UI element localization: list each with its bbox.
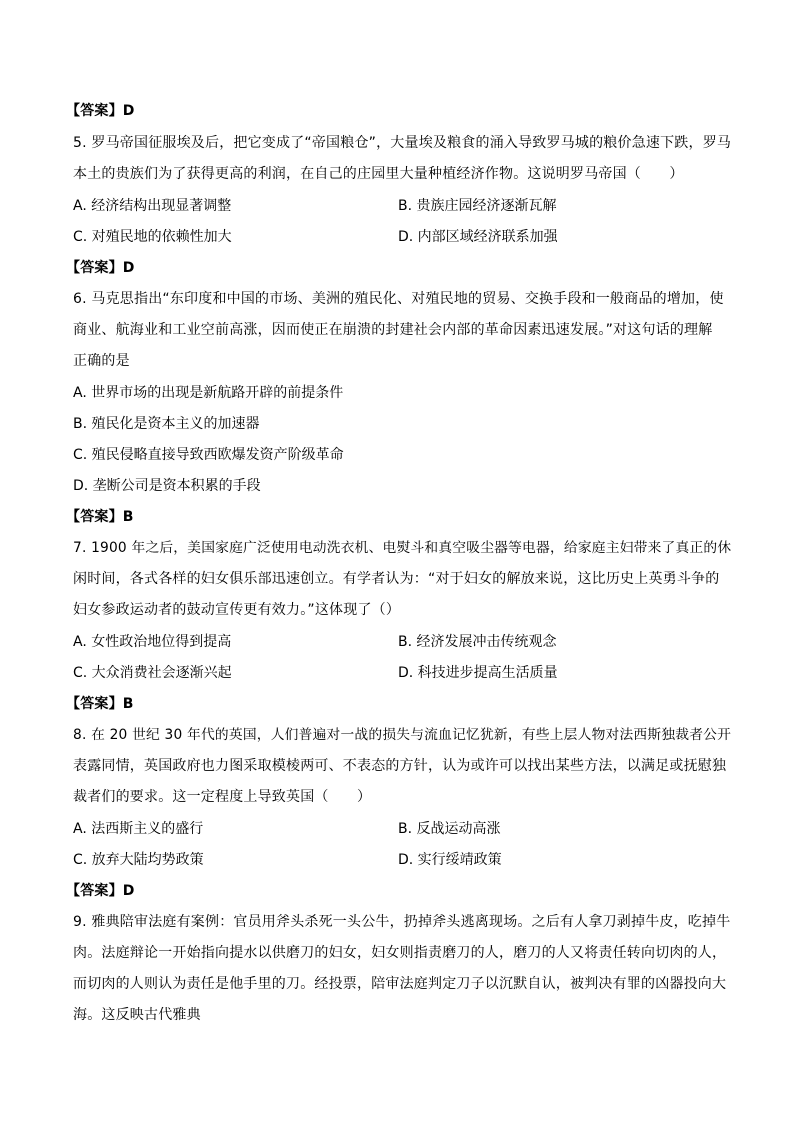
question-5-option-b: B. 贵族庄园经济逐渐瓦解 [398, 198, 557, 214]
question-6-line-3: 正确的是 [73, 353, 130, 369]
question-8-option-d: D. 实行绥靖政策 [398, 852, 502, 868]
question-8-option-b: B. 反战运动高涨 [398, 821, 501, 837]
question-6-option-d: D. 垄断公司是资本积累的手段 [73, 478, 261, 494]
question-6-option-a: A. 世界市场的出现是新航路开辟的前提条件 [73, 385, 344, 401]
question-9-line-4: 海。这反映古代雅典 [73, 1007, 201, 1023]
question-6-option-c: C. 殖民侵略直接导致西欧爆发资产阶级革命 [73, 447, 344, 463]
question-7-option-d: D. 科技进步提高生活质量 [398, 665, 558, 681]
question-7-option-b: B. 经济发展冲击传统观念 [398, 634, 557, 650]
question-5-option-c: C. 对殖民地的依赖性加大 [73, 229, 232, 245]
question-5-option-a: A. 经济结构出现显著调整 [73, 198, 232, 214]
question-6-line-1: 6. 马克思指出“东印度和中国的市场、美洲的殖民化、对殖民地的贸易、交换手段和一般商品的增加，使 [73, 291, 724, 307]
answer-q4: 【答案】D [66, 103, 135, 119]
answer-q7: 【答案】B [66, 696, 134, 712]
question-8-option-c: C. 放弃大陆均势政策 [73, 852, 204, 868]
question-8-line-2: 表露同情，英国政府也力图采取模棱两可、不表态的方针，认为或许可以找出某些方法，以满足或抚慰独 [73, 758, 727, 774]
question-8-line-3: 裁者们的要求。这一定程度上导致英国（ ） [73, 789, 372, 805]
question-5-option-d: D. 内部区域经济联系加强 [398, 229, 558, 245]
answer-q5: 【答案】D [66, 260, 135, 276]
question-8-line-1: 8. 在 20 世纪 30 年代的英国，人们普遍对一战的损失与流血记忆犹新，有些上层人物对法西斯独裁者公开 [73, 727, 732, 743]
question-6-option-b: B. 殖民化是资本主义的加速器 [73, 416, 260, 432]
question-7-line-3: 妇女参政运动者的鼓动宣传更有效力。”这体现了（） [73, 602, 401, 618]
answer-q6: 【答案】B [66, 509, 134, 525]
question-5-line-2: 本土的贵族们为了获得更高的利润，在自己的庄园里大量种植经济作物。这说明罗马帝国（ ） [73, 166, 684, 182]
question-7-option-a: A. 女性政治地位得到提高 [73, 634, 232, 650]
question-5-line-1: 5. 罗马帝国征服埃及后，把它变成了“帝国粮仓”，大量埃及粮食的涌入导致罗马城的粮价急速下跌，罗马 [73, 135, 732, 151]
question-7-line-1: 7. 1900 年之后，美国家庭广泛使用电动洗衣机、电熨斗和真空吸尘器等电器，给家庭主妇带来了真正的休 [73, 540, 732, 556]
answer-q8: 【答案】D [66, 883, 135, 899]
question-8-option-a: A. 法西斯主义的盛行 [73, 821, 204, 837]
question-9-line-1: 9. 雅典陪审法庭有案例：官员用斧头杀死一头公牛，扔掉斧头逃离现场。之后有人拿刀剥掉牛皮，吃掉牛 [73, 914, 731, 930]
question-7-option-c: C. 大众消费社会逐渐兴起 [73, 665, 232, 681]
question-9-line-3: 而切肉的人则认为责任是他手里的刀。经投票，陪审法庭判定刀子以沉默自认，被判决有罪的凶器投向大 [73, 976, 727, 992]
question-6-line-2: 商业、航海业和工业空前高涨，因而使正在崩溃的封建社会内部的革命因素迅速发展。”对这句话的理解 [73, 322, 713, 338]
question-9-line-2: 肉。法庭辩论一开始指向提水以供磨刀的妇女，妇女则指责磨刀的人，磨刀的人又将责任转向切肉的人， [73, 945, 727, 961]
question-7-line-2: 闲时间，各式各样的妇女俱乐部迅速创立。有学者认为：“对于妇女的解放来说，这比历史上英勇斗争的 [73, 571, 720, 587]
